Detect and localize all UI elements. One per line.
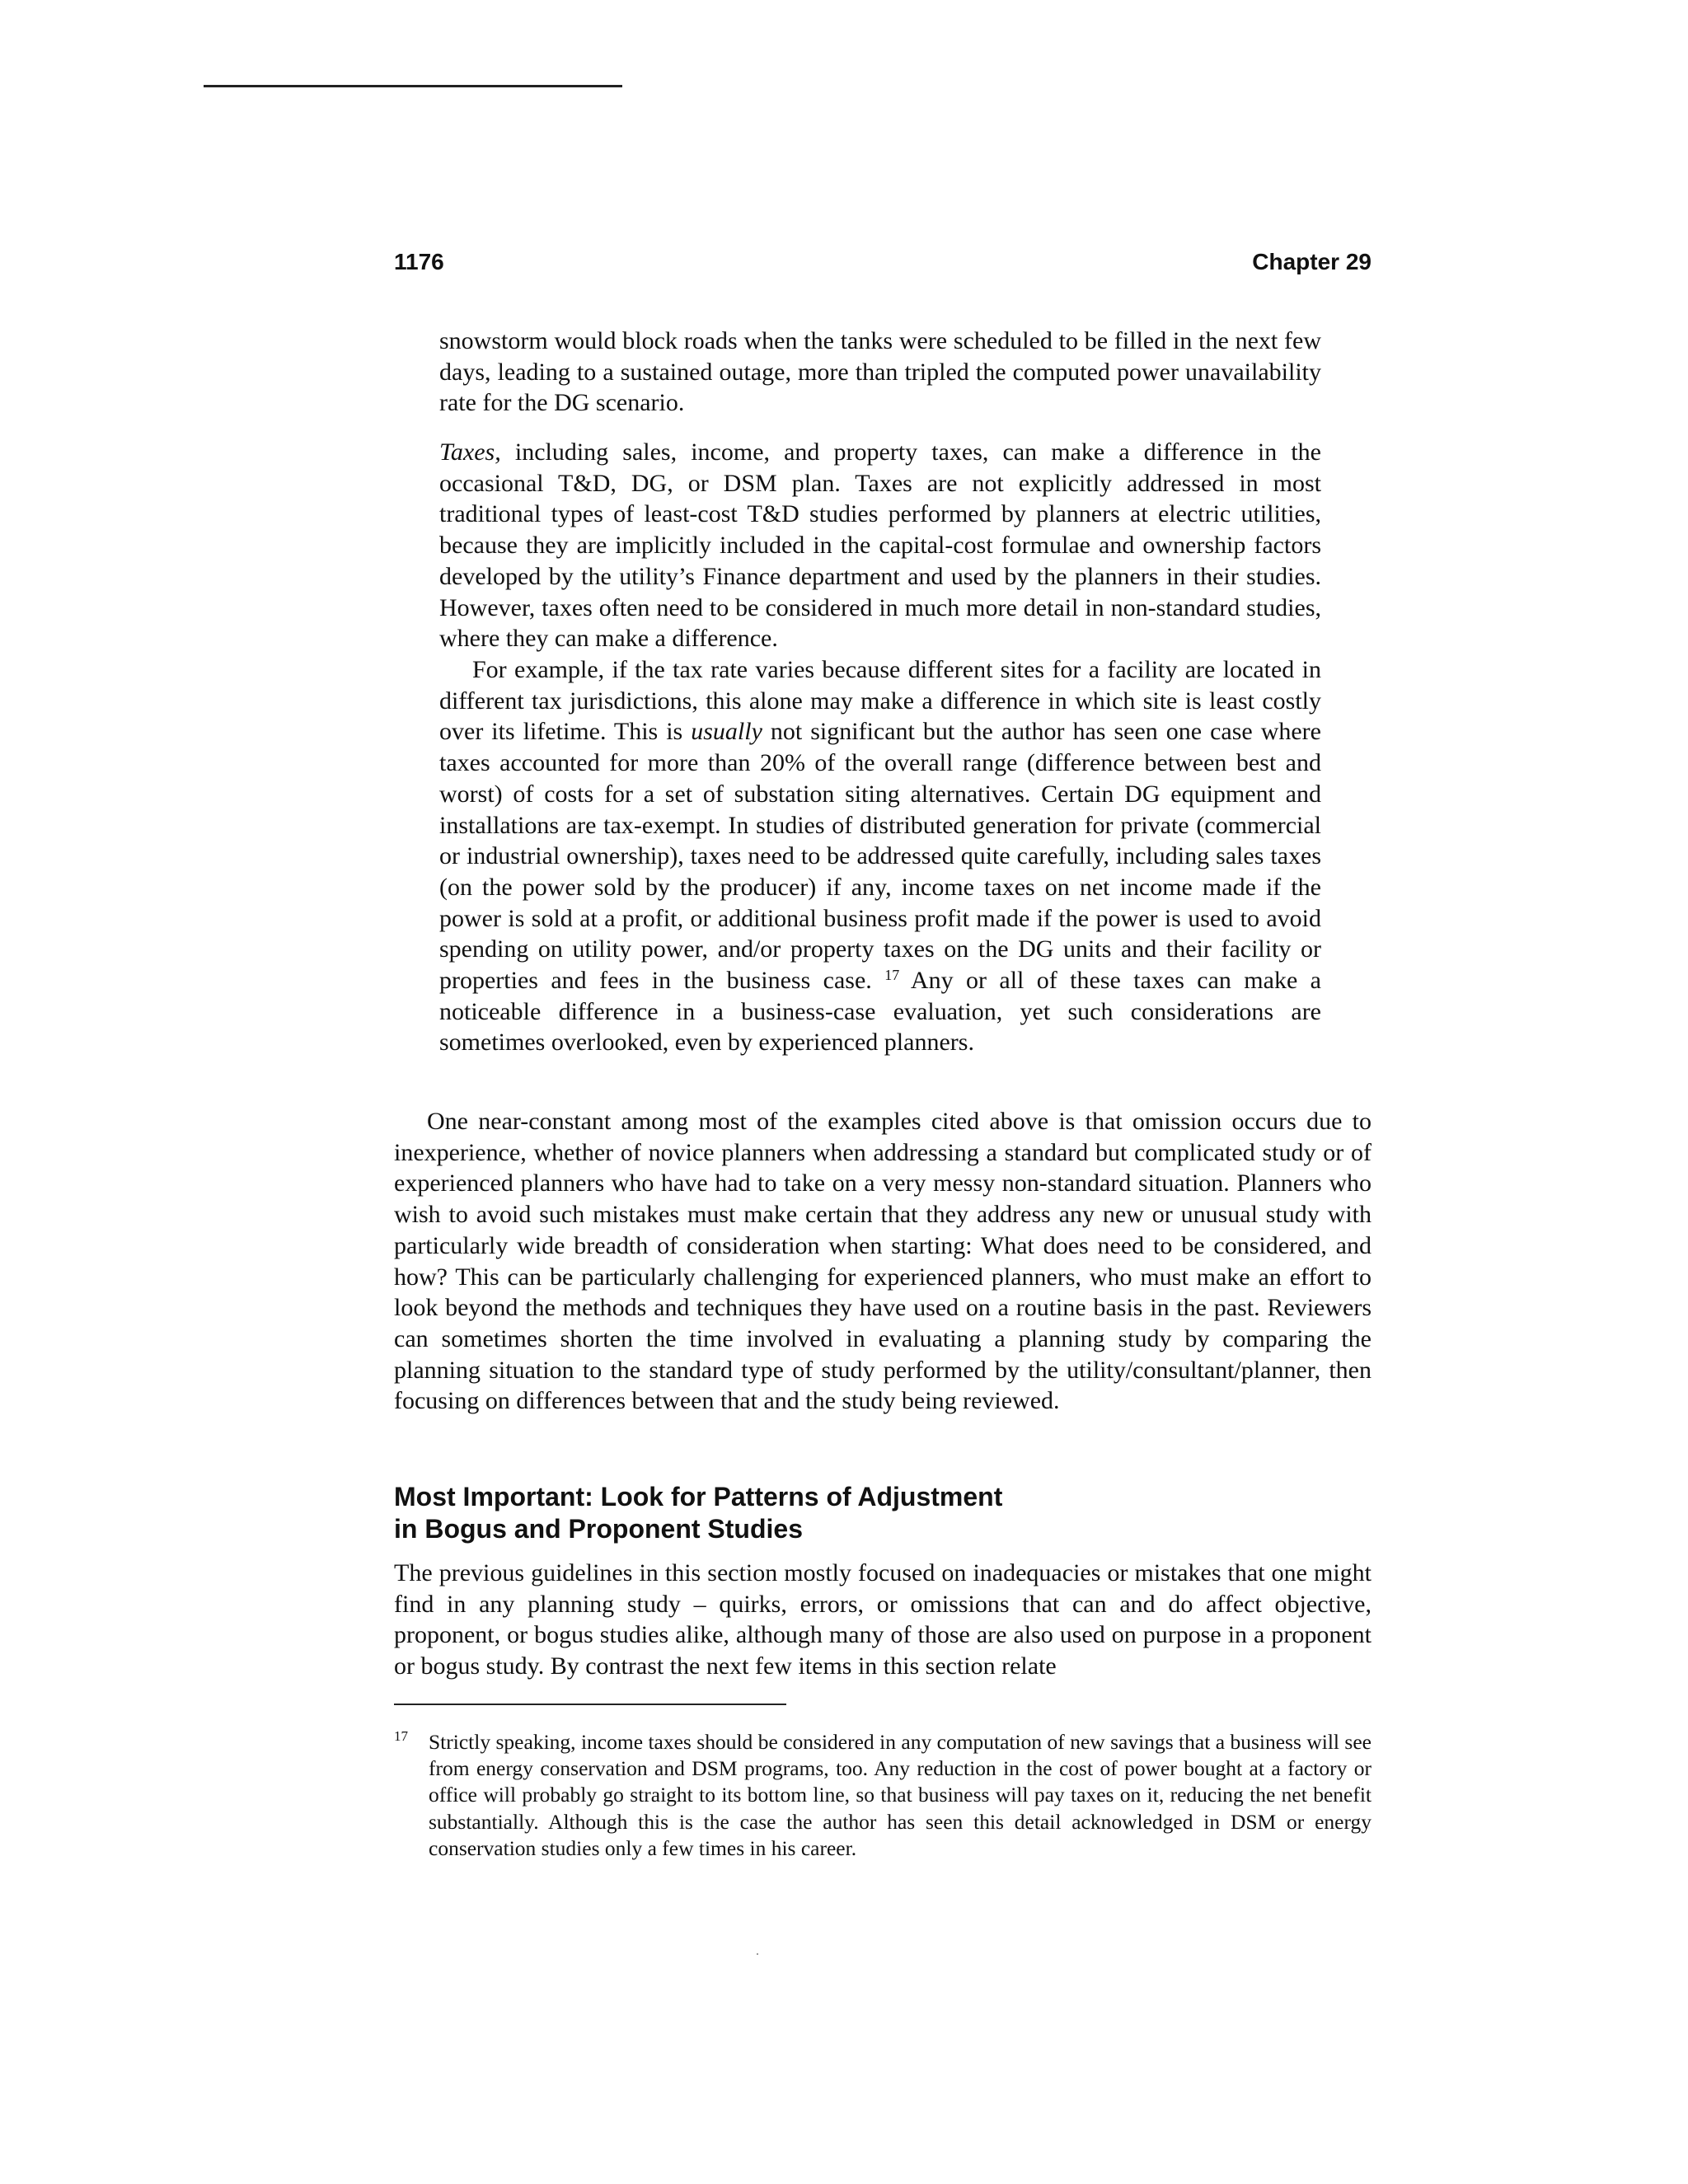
paragraph-previous-guidelines <box>394 1558 1372 1682</box>
page-number: 1176 <box>394 249 444 274</box>
top-rule <box>204 85 622 87</box>
section-heading <box>394 1481 1372 1545</box>
paragraph-text: not significant but the author has seen one case where taxes accounted for more than 20% of the overall range (difference between best and worst) of costs for a set of substation siting alternatives. Certain DG equipment and installations are tax-exempt. In studies of distributed generation for private (commercial or industrial ownership), taxes need to be addressed quite carefully, including sales taxes (on the power sold by the producer) if any, income taxes on net income made if the power is sold at a profit, or additional business profit made if the power is used to avoid spending on utility power, and/or property taxes on the DG units and their facility or properties and fees in the business case. <box>439 718 1321 995</box>
section-heading-line-1: Most Important: Look for Patterns of Adjustment <box>394 1482 1003 1511</box>
paragraph-snowstorm <box>439 326 1321 419</box>
footnote-text: Strictly speaking, income taxes should be considered in any computation of new savings that a business will see from energy conservation and DSM programs, too. Any reduction in the cost of power bought at a factory or office will probably go straight to its bottom line, so that business will pay taxes on it, reducing the net benefit substantially. Although this is the case the author has seen this detail acknowledged in DSM or energy conservation studies only a few times in his career. <box>429 1730 1372 1860</box>
paragraph-text: The previous guidelines in this section mostly focused on inadequacies or mistakes that one might find in any planning study – quirks, errors, or omissions that can and do affect objective, proponent, or bogus studies alike, although many of those are also used on purpose in a proponent or bogus study. By contrast the next few items in this section relate <box>394 1559 1372 1680</box>
paragraph-text: For example, if the tax rate varies because different sites for a facility are located in different tax jurisdictions, this alone may make a difference in which site is least costly over its lifetime. This is <box>439 656 1321 746</box>
italic-term-usually: usually <box>691 718 762 746</box>
footnote-rule <box>394 1704 786 1705</box>
italic-term-taxes: Taxes, <box>439 438 501 466</box>
paragraph-text: One near-constant among most of the examples cited above is that omission occurs due to inexperience, whether of novice planners when addressing a standard but complicated study or of experienced planners who have had to take on a very messy non-standard situation. Planners who wish to avoid such mistakes must make certain that they address any new or unusual study with particularly wide breadth of consideration when starting: What does need to be considered, and how? This can be particularly challenging for experienced planners, who must make an effort to look beyond the methods and techniques they have used on a routine basis in the past. Reviewers can sometimes shorten the time involved in evaluating a planning study by comparing the planning situation to the standard type of study performed by the utility/consultant/planner, then focusing on differences between that and the study being reviewed. <box>394 1108 1372 1415</box>
paragraph-text: including sales, income, and property taxes, can make a difference in the occasional T&D, DG, or DSM plan. Taxes are not explicitly addressed in most traditional types of least-cost T&D studies performed by planners at electric utilities, because they are implicitly included in the capital-cost formulae and ownership factors developed by the utility’s Finance department and used by the planners in their studies. However, taxes often need to be considered in much more detail in non-standard studies, where they can make a difference. <box>439 438 1321 653</box>
paragraph-omission <box>394 1106 1372 1417</box>
scan-speck <box>757 1953 758 1955</box>
paragraph-taxes <box>439 437 1321 654</box>
footnote-marker: 17 <box>394 1728 408 1744</box>
running-header <box>394 244 1372 280</box>
footnote <box>394 1729 1372 1862</box>
section-heading-line-2: in Bogus and Proponent Studies <box>394 1514 803 1544</box>
footnote-reference[interactable]: 17 <box>884 967 900 984</box>
paragraph-tax-example <box>439 654 1321 1058</box>
chapter-label: Chapter 29 <box>1252 249 1372 274</box>
paragraph-text: snowstorm would block roads when the tanks were scheduled to be filled in the next few days, leading to a sustained outage, more than tripled the computed power unavailability rate for the DG scenario. <box>439 327 1321 417</box>
paragraph-text: Any or all of these taxes can make a noticeable difference in a business-case evaluation, yet such considerations are sometimes overlooked, even by experienced planners. <box>439 967 1321 1057</box>
